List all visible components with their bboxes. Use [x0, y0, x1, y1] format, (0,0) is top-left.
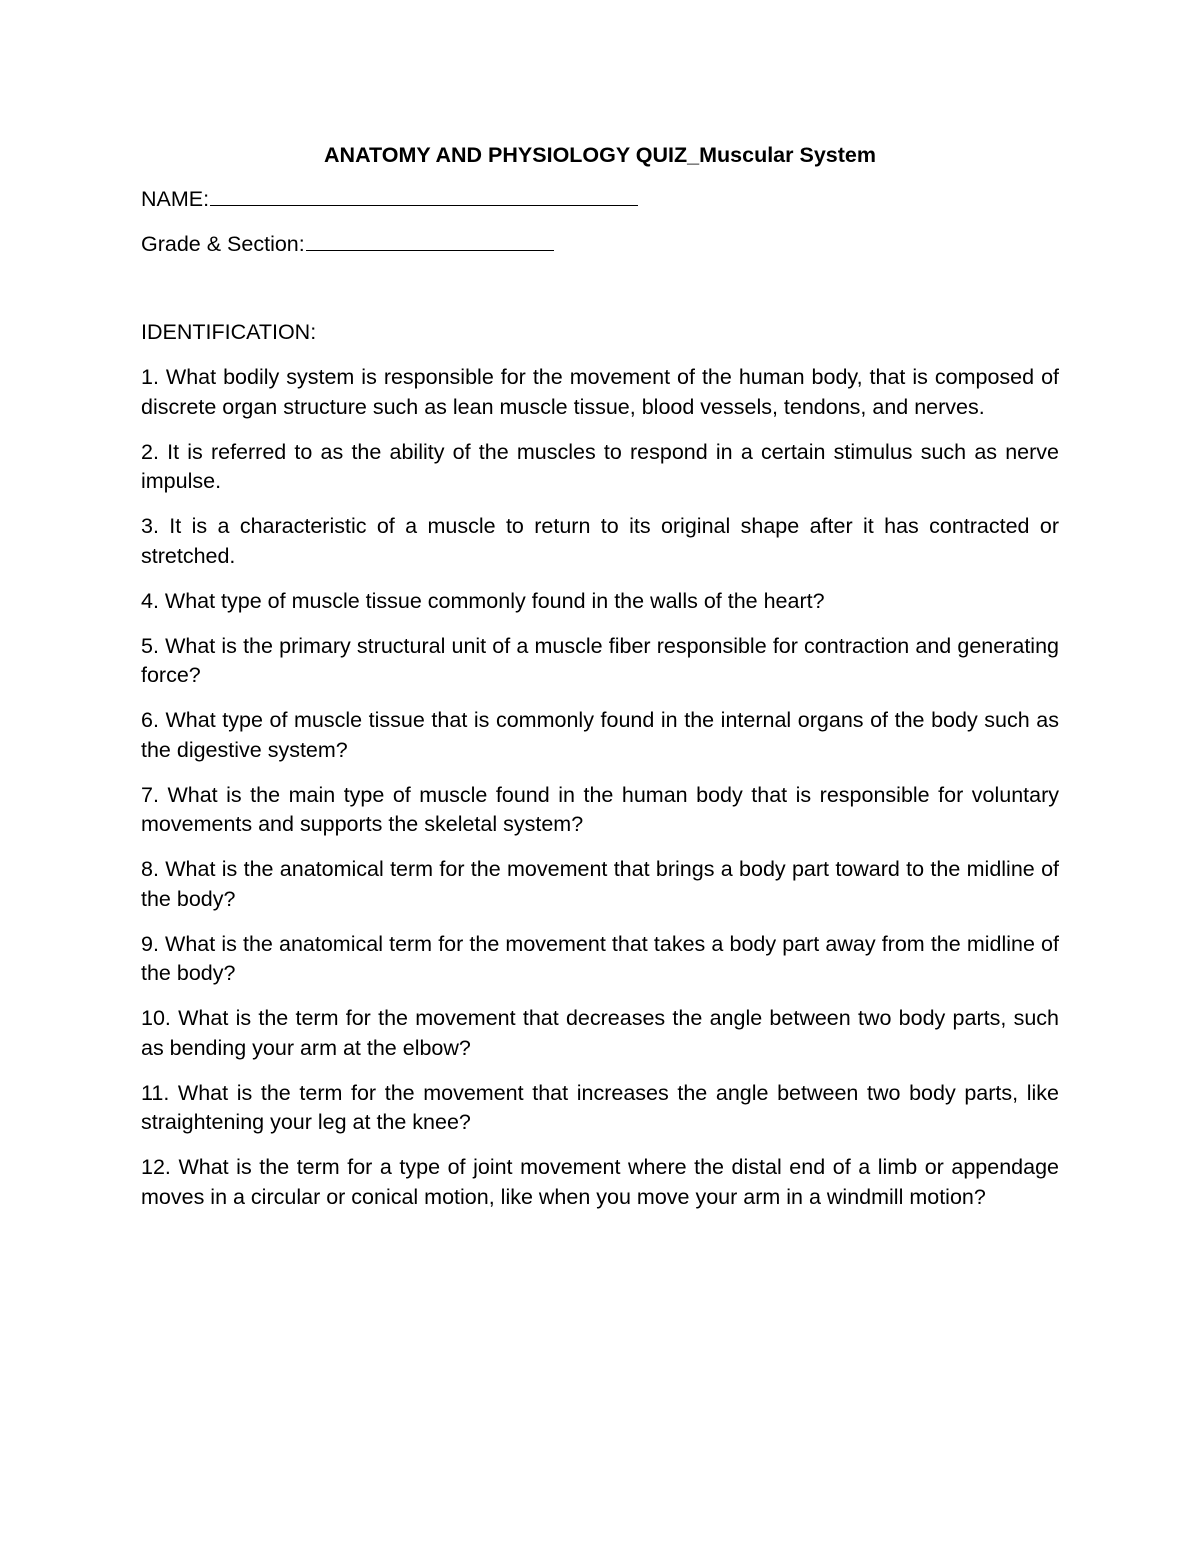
question-1: 1. What bodily system is responsible for the movement of the human body, that is composed of discrete organ structure such as lean muscle tissue, blood vessels, tendons, and nerves. [141, 365, 1059, 419]
question-12: 12. What is the term for a type of joint movement where the distal end of a limb or appendage moves in a circular or conical motion, like when you move your arm in a windmill motion? [141, 1155, 1059, 1209]
question-11: 11. What is the term for the movement that increases the angle between two body parts, like straightening your leg at the knee? [141, 1080, 1059, 1134]
question-7: 7. What is the main type of muscle found in the human body that is responsible for voluntary movements and supports the skeletal system? [141, 782, 1059, 836]
name-label: NAME: [141, 187, 210, 211]
question-list [141, 363, 1059, 1212]
quiz-document [141, 140, 1059, 1228]
grade-section-field [141, 229, 1059, 259]
question-2: 2. It is referred to as the ability of the muscles to respond in a certain stimulus such as nerve impulse. [141, 439, 1059, 493]
question-8: 8. What is the anatomical term for the movement that brings a body part toward to the midline of the body? [141, 857, 1059, 911]
question-9: 9. What is the anatomical term for the movement that takes a body part away from the midline of the body? [141, 931, 1059, 985]
question-4: 4. What type of muscle tissue commonly found in the walls of the heart? [141, 588, 825, 613]
grade-section-label: Grade & Section: [141, 232, 305, 256]
name-blank-line [210, 187, 638, 206]
question-10: 10. What is the term for the movement that decreases the angle between two body parts, such as bending your arm at the elbow? [141, 1006, 1059, 1060]
grade-section-blank-line [306, 232, 554, 251]
question-3: 3. It is a characteristic of a muscle to return to its original shape after it has contracted or stretched. [141, 514, 1059, 568]
question-6: 6. What type of muscle tissue that is commonly found in the internal organs of the body such as the digestive system? [141, 708, 1059, 762]
name-field [141, 184, 1059, 214]
question-5: 5. What is the primary structural unit of a muscle fiber responsible for contraction and generating force? [141, 633, 1059, 687]
page-title: ANATOMY AND PHYSIOLOGY QUIZ_Muscular System [324, 143, 876, 167]
section-heading: IDENTIFICATION: [141, 320, 317, 344]
